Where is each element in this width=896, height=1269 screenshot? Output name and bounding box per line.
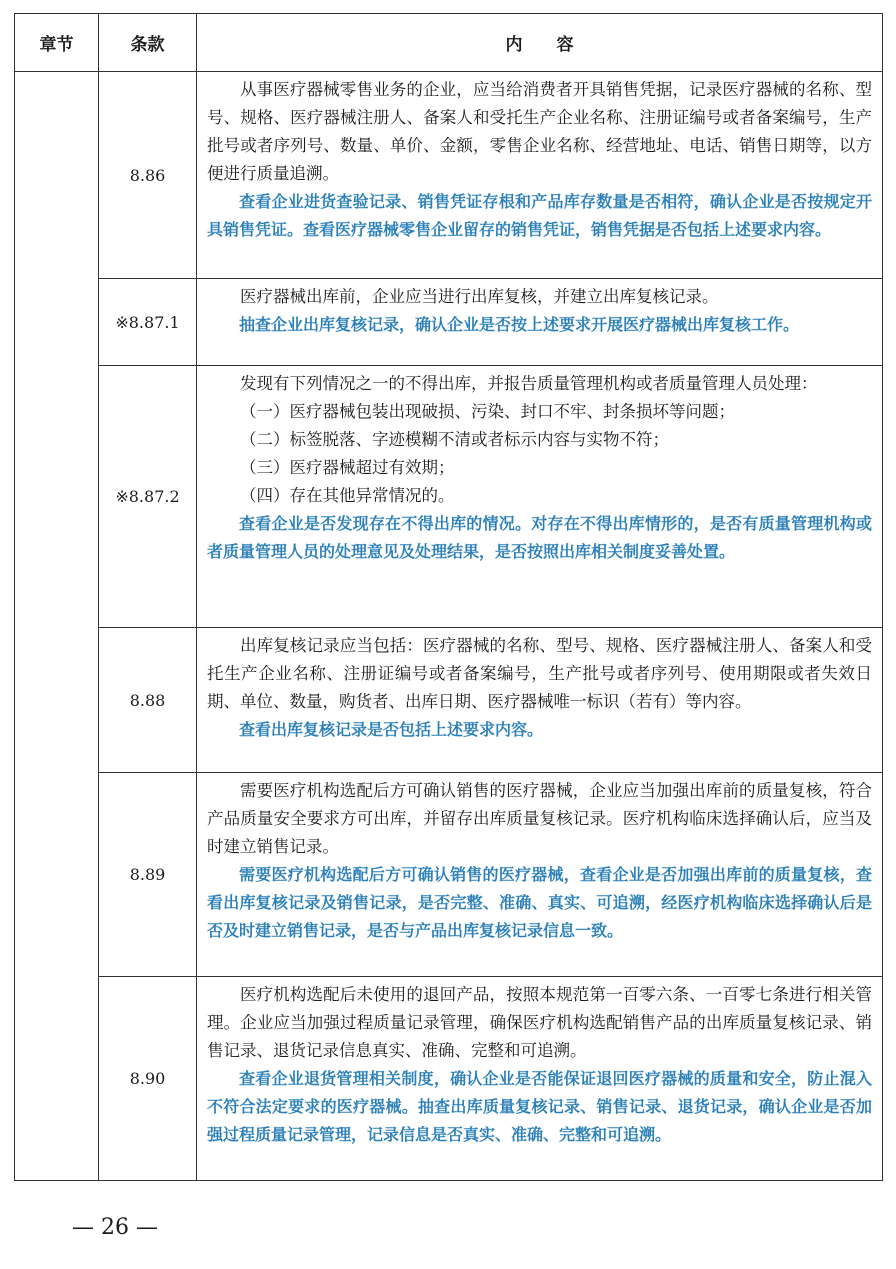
chapter-cell <box>15 72 99 1181</box>
inspection-note: 查看出库复核记录是否包括上述要求内容。 <box>239 720 544 739</box>
regulation-table <box>14 13 883 1181</box>
inspection-note: 需要医疗机构选配后方可确认销售的医疗器械，查看企业是否加强出库前的质量复核，查看出库复核记录及销售记录，是否完整、准确、真实、可追溯，经医疗机构临床选择确认后是否及时建立销售记录，是否与产品出库复核记录信息一致。 <box>207 865 872 940</box>
table-header-row <box>15 14 883 72</box>
table-row <box>15 628 883 773</box>
clause-text: 从事医疗器械零售业务的企业，应当给消费者开具销售凭据，记录医疗器械的名称、型号、规格、医疗器械注册人、备案人和受托生产企业名称、注册证编号或者备案编号，生产批号或者序列号、数量、单价、金额，零售企业名称、经营地址、电话、销售日期等，以方便进行质量追溯。 <box>207 80 872 183</box>
header-chapter: 章节 <box>15 14 99 72</box>
clause-text: 医疗器械出库前，企业应当进行出库复核，并建立出库复核记录。 <box>240 287 719 306</box>
clause-number: 8.88 <box>99 628 197 773</box>
content-cell <box>197 366 883 628</box>
header-content: 内 容 <box>197 14 883 72</box>
inspection-note: 查看企业退货管理相关制度，确认企业是否能保证退回医疗器械的质量和安全，防止混入不符合法定要求的医疗器械。抽查出库质量复核记录、销售记录、退货记录，确认企业是否加强过程质量记录管理，记录信息是否真实、准确、完整和可追溯。 <box>207 1069 872 1144</box>
list-item: （三）医疗器械超过有效期； <box>240 458 455 477</box>
clause-number: 8.86 <box>99 72 197 279</box>
table-row <box>15 279 883 366</box>
clause-text: 医疗机构选配后未使用的退回产品，按照本规范第一百零六条、一百零七条进行相关管理。企业应当加强过程质量记录管理，确保医疗机构选配销售产品的出库质量复核记录、销售记录、退货记录信息真实、准确、完整和可追溯。 <box>207 985 872 1060</box>
clause-text: 出库复核记录应当包括：医疗器械的名称、型号、规格、医疗器械注册人、备案人和受托生产企业名称、注册证编号或者备案编号，生产批号或者序列号、使用期限或者失效日期、单位、数量，购货者、出库日期、医疗器械唯一标识（若有）等内容。 <box>207 636 872 711</box>
inspection-note: 查看企业进货查验记录、销售凭证存根和产品库存数量是否相符，确认企业是否按规定开具销售凭证。查看医疗器械零售企业留存的销售凭证，销售凭据是否包括上述要求内容。 <box>207 192 872 239</box>
clause-number: ※8.87.1 <box>99 279 197 366</box>
list-item: （四）存在其他异常情况的。 <box>240 486 455 505</box>
list-item: （二）标签脱落、字迹模糊不清或者标示内容与实物不符； <box>240 430 669 449</box>
content-cell <box>197 279 883 366</box>
content-cell <box>197 628 883 773</box>
list-item: （一）医疗器械包装出现破损、污染、封口不牢、封条损坏等问题； <box>240 402 735 421</box>
table-row <box>15 773 883 977</box>
content-cell <box>197 773 883 977</box>
table-row <box>15 72 883 279</box>
clause-number: 8.90 <box>99 977 197 1181</box>
header-clause: 条款 <box>99 14 197 72</box>
clause-text: 需要医疗机构选配后方可确认销售的医疗器械，企业应当加强出库前的质量复核，符合产品质量安全要求方可出库，并留存出库质量复核记录。医疗机构临床选择确认后，应当及时建立销售记录。 <box>207 781 872 856</box>
content-cell <box>197 72 883 279</box>
clause-number: 8.89 <box>99 773 197 977</box>
clause-text: 发现有下列情况之一的不得出库，并报告质量管理机构或者质量管理人员处理： <box>240 374 818 393</box>
content-cell <box>197 977 883 1181</box>
table-row <box>15 977 883 1181</box>
page-number: — 26 — <box>72 1215 158 1240</box>
inspection-note: 抽查企业出库复核记录，确认企业是否按上述要求开展医疗器械出库复核工作。 <box>239 315 800 334</box>
clause-number: ※8.87.2 <box>99 366 197 628</box>
inspection-note: 查看企业是否发现存在不得出库的情况。对存在不得出库情形的，是否有质量管理机构或者质量管理人员的处理意见及处理结果，是否按照出库相关制度妥善处置。 <box>207 514 872 561</box>
table-row <box>15 366 883 628</box>
